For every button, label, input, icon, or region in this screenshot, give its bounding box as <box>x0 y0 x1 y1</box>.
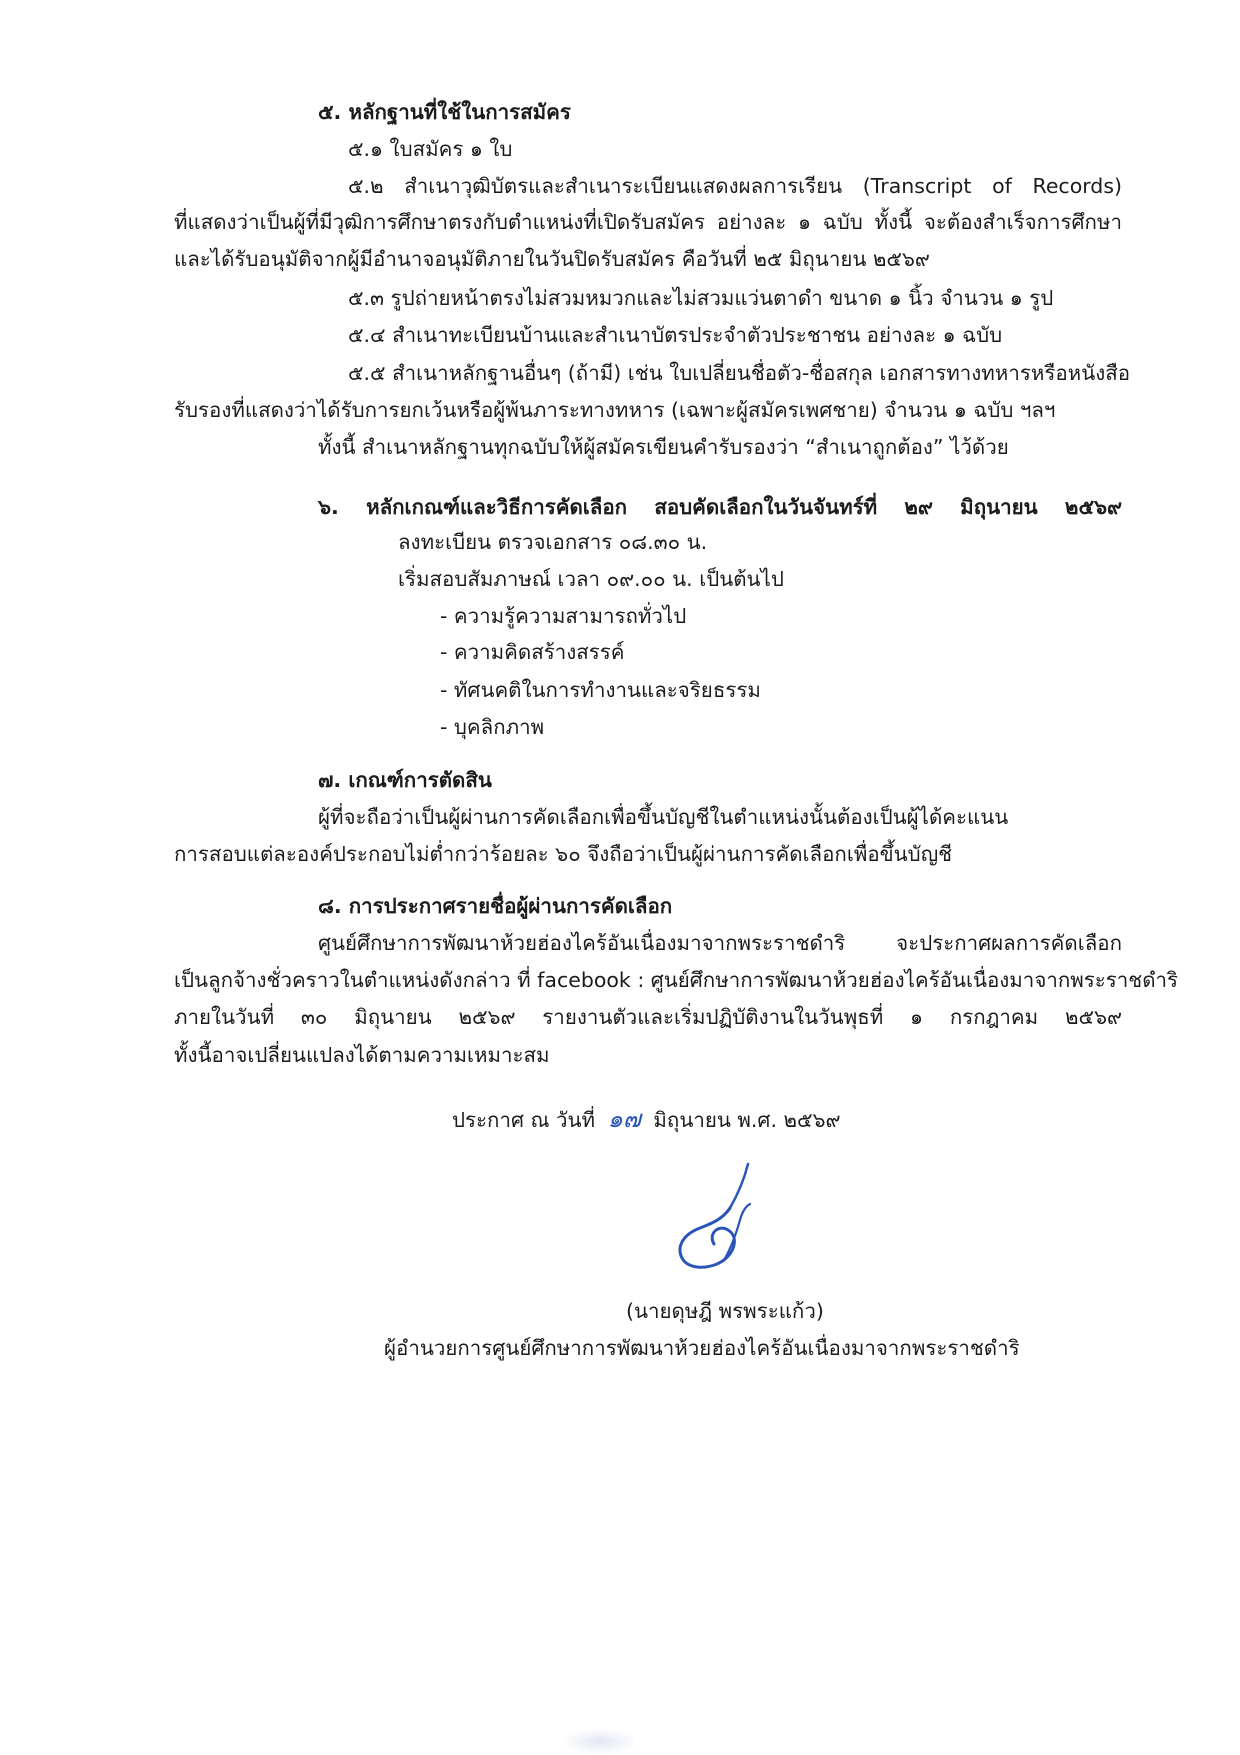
section5-item5-line2: รับรองที่แสดงว่าได้รับการยกเว้นหรือผู้พ้นภาระทางทหาร (เฉพาะผู้สมัครเพศชาย) จำนวน ๑ ฉบับ ฯลฯ <box>174 398 1056 422</box>
section8-line1: ศูนย์ศึกษาการพัฒนาห้วยฮ่องไคร้อันเนื่องมาจากพระราชดำริ จะประกาศผลการคัดเลือก <box>318 931 1122 955</box>
section5-item5-line1: ๕.๕ สำเนาหลักฐานอื่นๆ (ถ้ามี) เช่น ใบเปลี่ยนชื่อตัว-ชื่อสกุล เอกสารทางทหารหรือหนังสือ <box>348 361 1131 385</box>
scan-shadow <box>560 1728 640 1755</box>
criteria-item: - ความคิดสร้างสรรค์ <box>440 640 625 664</box>
section7-line2: การสอบแต่ละองค์ประกอบไม่ต่ำกว่าร้อยละ ๖๐ จึงถือว่าเป็นผู้ผ่านการคัดเลือกเพื่อขึ้นบัญชี <box>174 842 953 866</box>
signature-icon <box>660 1150 780 1280</box>
section6-registration: ลงทะเบียน ตรวจเอกสาร ๐๘.๓๐ น. <box>398 530 708 554</box>
announce-suffix: มิถุนายน พ.ศ. ๒๕๖๙ <box>653 1108 841 1132</box>
section5-item2-line3: และได้รับอนุมัติจากผู้มีอำนาจอนุมัติภายในวันปิดรับสมัคร คือวันที่ ๒๕ มิถุนายน ๒๕๖๙ <box>174 247 930 271</box>
criteria-item: - บุคลิกภาพ <box>440 715 545 739</box>
section8-line3: ภายในวันที่ ๓๐ มิถุนายน ๒๕๖๙ รายงานตัวและเริ่มปฏิบัติงานในวันพุธที่ ๑ กรกฎาคม ๒๕๖๙ <box>174 1005 1122 1029</box>
signatory-name: (นายดุษฎี พรพระแก้ว) <box>626 1299 824 1323</box>
section5-item2-line1: ๕.๒ สำเนาวุฒิบัตรและสำเนาระเบียนแสดงผลการเรียน (Transcript of Records) <box>348 174 1122 198</box>
section8-line2: เป็นลูกจ้างชั่วคราวในตำแหน่งดังกล่าว ที่ facebook : ศูนย์ศึกษาการพัฒนาห้วยฮ่องไคร้อันเนื่องมาจากพระราชดำริ <box>174 968 1179 992</box>
section6-interview: เริ่มสอบสัมภาษณ์ เวลา ๐๙.๐๐ น. เป็นต้นไป <box>398 567 784 591</box>
section6-heading: ๖. หลักเกณฑ์และวิธีการคัดเลือก สอบคัดเลือกในวันจันทร์ที่ ๒๙ มิถุนายน ๒๕๖๙ <box>318 495 1122 519</box>
section5-heading: ๕. หลักฐานที่ใช้ในการสมัคร <box>318 100 571 124</box>
section7-line1: ผู้ที่จะถือว่าเป็นผู้ผ่านการคัดเลือกเพื่อขึ้นบัญชีในตำแหน่งนั้นต้องเป็นผู้ได้คะแนน <box>318 805 1009 829</box>
section5-item4: ๕.๔ สำเนาทะเบียนบ้านและสำเนาบัตรประจำตัวประชาชน อย่างละ ๑ ฉบับ <box>348 323 1003 347</box>
section8-line4: ทั้งนี้อาจเปลี่ยนแปลงได้ตามความเหมาะสม <box>174 1043 550 1067</box>
section5-item2-line2: ที่แสดงว่าเป็นผู้ที่มีวุฒิการศึกษาตรงกับตำแหน่งที่เปิดรับสมัคร อย่างละ ๑ ฉบับ ทั้งนี้ จะต้องสำเร็จการศึกษา <box>174 210 1122 234</box>
section7-heading: ๗. เกณฑ์การตัดสิน <box>318 768 492 792</box>
section8-heading: ๘. การประกาศรายชื่อผู้ผ่านการคัดเลือก <box>318 894 673 918</box>
criteria-item: - ทัศนคติในการทำงานและจริยธรรม <box>440 678 761 702</box>
section5-item1: ๕.๑ ใบสมัคร ๑ ใบ <box>348 137 513 161</box>
criteria-item: - ความรู้ความสามารถทั่วไป <box>440 604 687 628</box>
signatory-position: ผู้อำนวยการศูนย์ศึกษาการพัฒนาห้วยฮ่องไคร้อันเนื่องมาจากพระราชดำริ <box>384 1336 1020 1360</box>
announce-date <box>452 1104 841 1135</box>
section5-item3: ๕.๓ รูปถ่ายหน้าตรงไม่สวมหมวกและไม่สวมแว่นตาดำ ขนาด ๑ นิ้ว จำนวน ๑ รูป <box>348 286 1054 310</box>
announce-prefix: ประกาศ ณ วันที่ <box>452 1108 596 1132</box>
handwritten-day: ๑๗ <box>607 1105 641 1133</box>
section5-note: ทั้งนี้ สำเนาหลักฐานทุกฉบับให้ผู้สมัครเขียนคำรับรองว่า “สำเนาถูกต้อง” ไว้ด้วย <box>318 435 1009 459</box>
